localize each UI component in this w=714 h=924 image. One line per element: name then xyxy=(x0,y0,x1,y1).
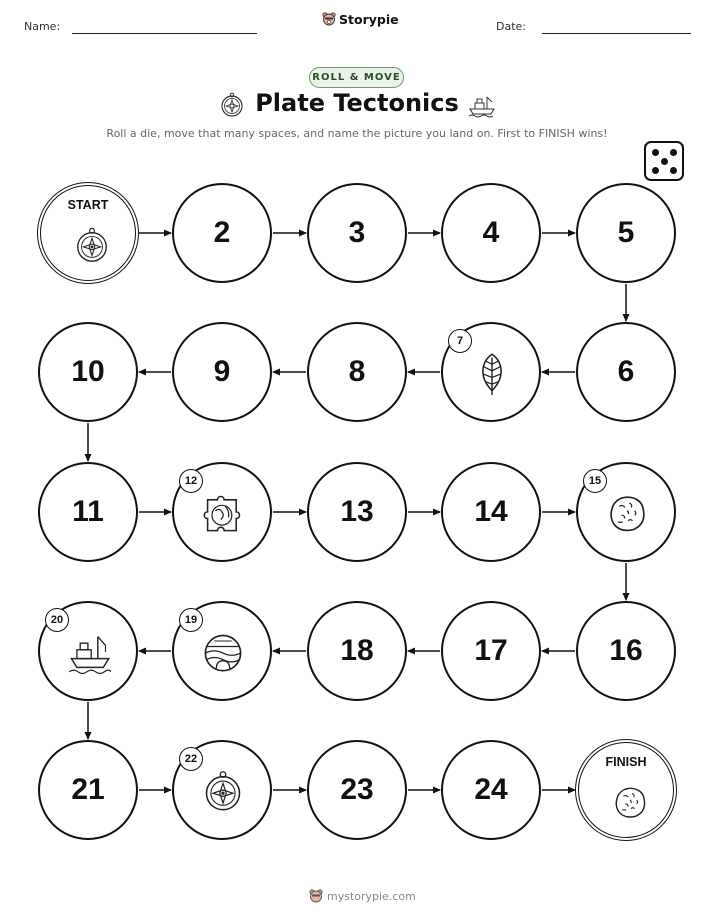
board-space-2[interactable] xyxy=(172,183,272,283)
footer xyxy=(309,889,416,904)
space-number: 2 xyxy=(213,216,231,249)
finish-space[interactable] xyxy=(575,739,677,841)
finish-label: FINISH xyxy=(605,755,647,769)
bear-mascot-icon xyxy=(309,889,323,904)
board-space-24[interactable] xyxy=(441,740,541,840)
board-space-10[interactable] xyxy=(38,322,138,422)
brand-name: Storypie xyxy=(339,12,399,27)
space-number: 14 xyxy=(474,495,508,528)
board-space-21[interactable] xyxy=(38,740,138,840)
board-space-6[interactable] xyxy=(576,322,676,422)
instructions: Roll a die, move that many spaces, and name the picture you land on. First to FINISH wins! xyxy=(106,127,608,140)
board-space-9[interactable] xyxy=(172,322,272,422)
start-label: START xyxy=(67,198,109,212)
board-space-16[interactable] xyxy=(576,601,676,701)
space-number: 24 xyxy=(474,773,508,806)
ship-icon xyxy=(67,630,111,674)
space-number: 16 xyxy=(609,634,643,667)
compass-icon xyxy=(201,769,245,813)
compass-icon xyxy=(73,226,111,264)
space-number-badge: 12 xyxy=(179,469,203,493)
board-space-11[interactable] xyxy=(38,462,138,562)
space-number-badge: 7 xyxy=(448,329,472,353)
space-number: 18 xyxy=(340,634,374,667)
space-number: 13 xyxy=(340,495,374,528)
rock-icon xyxy=(605,491,649,535)
footer-site: mystorypie.com xyxy=(327,890,416,903)
space-number: 10 xyxy=(71,355,105,388)
space-number: 5 xyxy=(617,216,635,249)
space-number-badge: 19 xyxy=(179,608,203,632)
board-space-18[interactable] xyxy=(307,601,407,701)
board-space-23[interactable] xyxy=(307,740,407,840)
space-number-badge: 20 xyxy=(45,608,69,632)
earth-puzzle-icon xyxy=(201,491,245,535)
leaf-icon xyxy=(470,351,514,395)
board-space-3[interactable] xyxy=(307,183,407,283)
start-space[interactable] xyxy=(37,182,139,284)
space-number: 17 xyxy=(474,634,508,667)
date-label: Date: xyxy=(496,20,526,33)
space-number-badge: 22 xyxy=(179,747,203,771)
space-number: 9 xyxy=(213,355,231,388)
space-number: 23 xyxy=(340,773,374,806)
name-label: Name: xyxy=(24,20,61,33)
space-number-badge: 15 xyxy=(583,469,607,493)
rock-icon xyxy=(611,783,649,821)
board-space-4[interactable] xyxy=(441,183,541,283)
space-number: 11 xyxy=(72,495,104,528)
game-type-badge: ROLL & MOVE xyxy=(309,67,404,88)
board-space-13[interactable] xyxy=(307,462,407,562)
board-space-5[interactable] xyxy=(576,183,676,283)
space-number: 3 xyxy=(348,216,366,249)
board-space-17[interactable] xyxy=(441,601,541,701)
board-space-8[interactable] xyxy=(307,322,407,422)
space-number: 8 xyxy=(348,355,366,388)
space-number: 6 xyxy=(617,355,635,388)
board-space-14[interactable] xyxy=(441,462,541,562)
space-number: 21 xyxy=(71,773,105,806)
earth-layers-icon xyxy=(201,630,245,674)
space-number: 4 xyxy=(482,216,500,249)
page-title: Plate Tectonics xyxy=(255,89,459,117)
